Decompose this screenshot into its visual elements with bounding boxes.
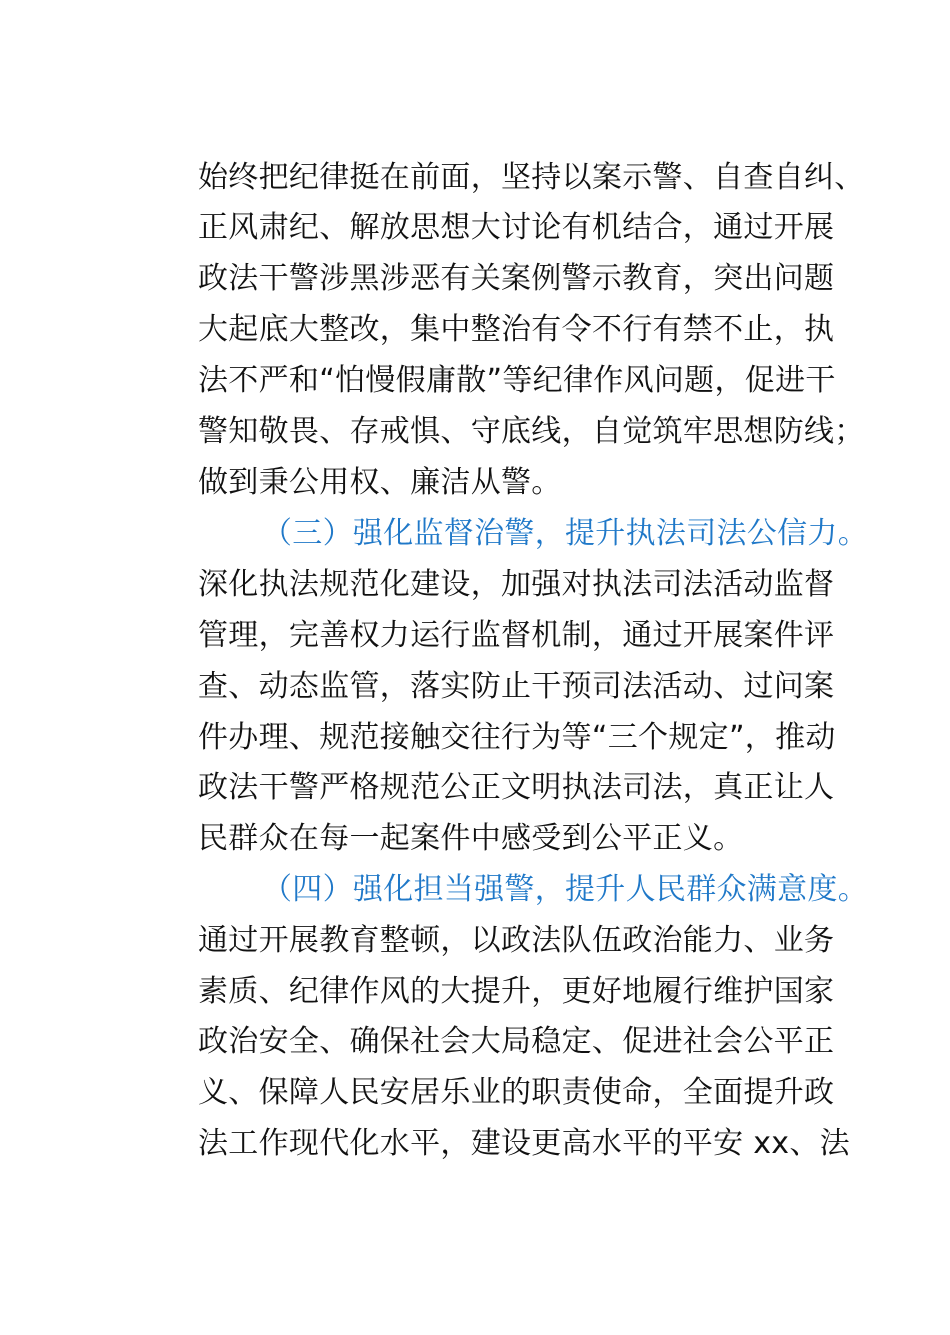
paragraph-line: 法工作现代化水平，建设更高水平的平安 xx、法 [198,1126,850,1161]
paragraph-line: 政治安全、确保社会大局稳定、促进社会公平正 [198,1024,835,1059]
paragraph-line: 民群众在每一起案件中感受到公平正义。 [198,821,744,856]
paragraph-line: 正风肃纪、解放思想大讨论有机结合，通过开展 [198,210,835,245]
paragraph-line: 做到秉公用权、廉洁从警。 [198,465,562,500]
paragraph-line: 始终把纪律挺在前面，坚持以案示警、自查自纠、 [198,160,865,195]
paragraph-line: 件办理、规范接触交往行为等“三个规定”，推动 [198,720,836,755]
paragraph-line: 警知敬畏、存戒惧、守底线，自觉筑牢思想防线； [198,414,865,449]
paragraph-line: 深化执法规范化建设，加强对执法司法活动监督 [198,567,835,602]
section-heading-4: （四）强化担当强警，提升人民群众满意度。 [262,872,868,907]
paragraph-line: 通过开展教育整顿，以政法队伍政治能力、业务 [198,923,835,958]
section-heading-3: （三）强化监督治警，提升执法司法公信力。 [262,516,868,551]
paragraph-line: 政法干警严格规范公正文明执法司法，真正让人 [198,770,835,805]
paragraph-line: 法不严和“怕慢假庸散”等纪律作风问题，促进干 [198,363,836,398]
paragraph-line: 政法干警涉黑涉恶有关案例警示教育，突出问题 [198,261,835,296]
paragraph-line: 义、保障人民安居乐业的职责使命，全面提升政 [198,1075,835,1110]
paragraph-line: 查、动态监管，落实防止干预司法活动、过问案 [198,669,835,704]
paragraph-line: 管理，完善权力运行监督机制，通过开展案件评 [198,618,835,653]
paragraph-line: 大起底大整改，集中整治有令不行有禁不止，执 [198,312,835,347]
paragraph-line: 素质、纪律作风的大提升，更好地履行维护国家 [198,974,835,1009]
